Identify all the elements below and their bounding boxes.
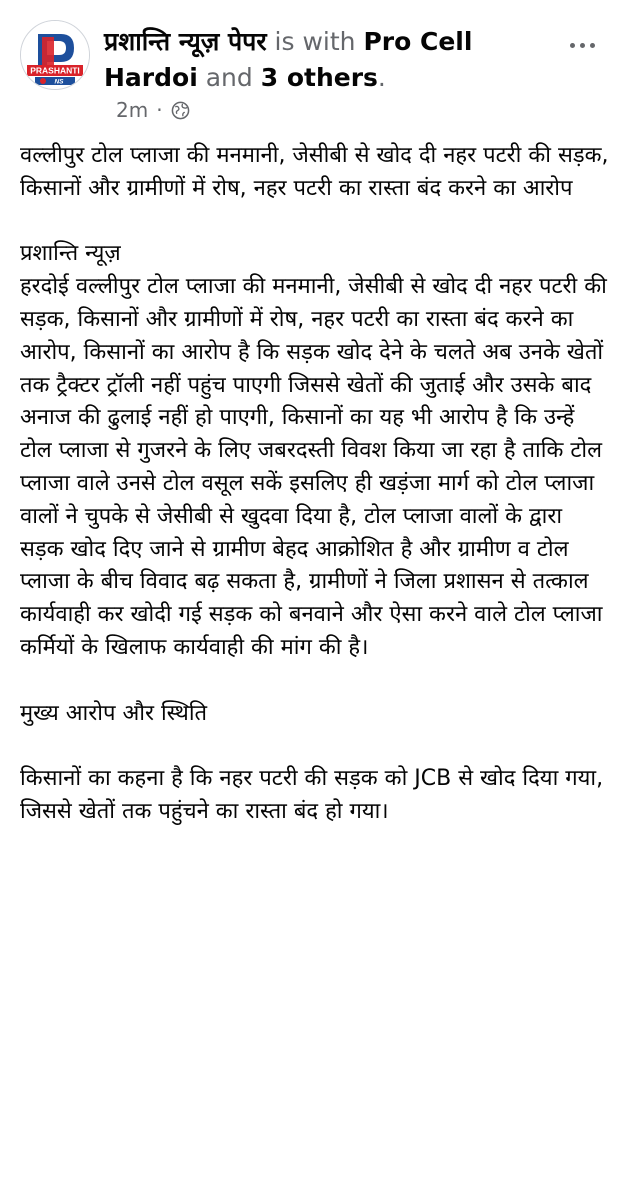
others-link[interactable]: 3 others: [260, 63, 378, 92]
post-paragraph-1: वल्लीपुर टोल प्लाजा की मनमानी, जेसीबी से खोद दी नहर पटरी की सड़क, किसानों और ग्रामीणों में रोष, नहर पटरी का रास्ता बंद करने का आरोप: [20, 143, 609, 201]
post-headline: [104, 24, 544, 96]
headline-period: .: [377, 63, 386, 92]
with-text: is with: [274, 27, 356, 56]
post-timestamp[interactable]: 2m: [116, 98, 149, 122]
post-paragraph-2: प्रशान्ति न्यूज़ हरदोई वल्लीपुर टोल प्लाजा की मनमानी, जेसीबी से खोद दी नहर पटरी की सड़क, किसानों और ग्रामीणों में रोष, नहर पटरी का रास्ता बंद करने का आरोप, किसानों का आरोप है कि सड़क खोद देने के चलते अब उनके खेतों तक ट्रैक्टर ट्रॉली नहीं पहुंच पाएगी जिससे खेतों की जुताई और उसके बाद अनाज की ढुलाई नहीं हो पाएगी, किसानों का यह भी आरोप है कि उन्हें टोल प्लाजा से गुजरने के लिए जबरदस्ती विवश किया जा रहा है ताकि टोल प्लाजा वाले उनसे टोल वसूल सकें इसलिए ही खड़ंजा मार्ग को टोल प्लाजा वालों ने चुपके से जेसीबी से खुदवा दिया है, टोल प्लाजा वालों के द्वारा सड़क खोद दिए जाने से ग्रामीण बेहद आक्रोशित है और ग्रामीण व टोल प्लाजा के बीच विवाद बढ़ सकता है, ग्रामीणों ने जिला प्रशासन से तत्काल कार्यवाही कर खोदी गई सड़क को बनवाने और ऐसा करने वाले टोल प्लाजा कर्मियों के खिलाफ कार्यवाही की मांग की है।: [20, 241, 607, 660]
post-paragraph-3: मुख्य आरोप और स्थिति: [20, 700, 208, 726]
tagged-name-link[interactable]: Pro Cell Hardoi: [104, 27, 473, 92]
post-meta: [116, 96, 190, 124]
more-options-icon[interactable]: [562, 30, 602, 60]
post-header: [0, 0, 622, 130]
post-paragraph-4: किसानों का कहना है कि नहर पटरी की सड़क को JCB से खोद दिया गया, जिससे खेतों तक पहुंचने का रास्ता बंद हो गया।: [20, 766, 604, 824]
avatar-subtext: NS: [54, 78, 64, 86]
page-logo-icon: [21, 21, 89, 89]
post-body: [20, 140, 610, 862]
globe-icon[interactable]: [171, 101, 190, 120]
page-avatar[interactable]: [20, 20, 90, 90]
meta-separator: ·: [156, 98, 163, 122]
avatar-text: PRASHANTI: [30, 65, 80, 76]
and-text: and: [205, 63, 253, 92]
author-name-link[interactable]: प्रशान्ति न्यूज़ पेपर: [104, 27, 267, 56]
